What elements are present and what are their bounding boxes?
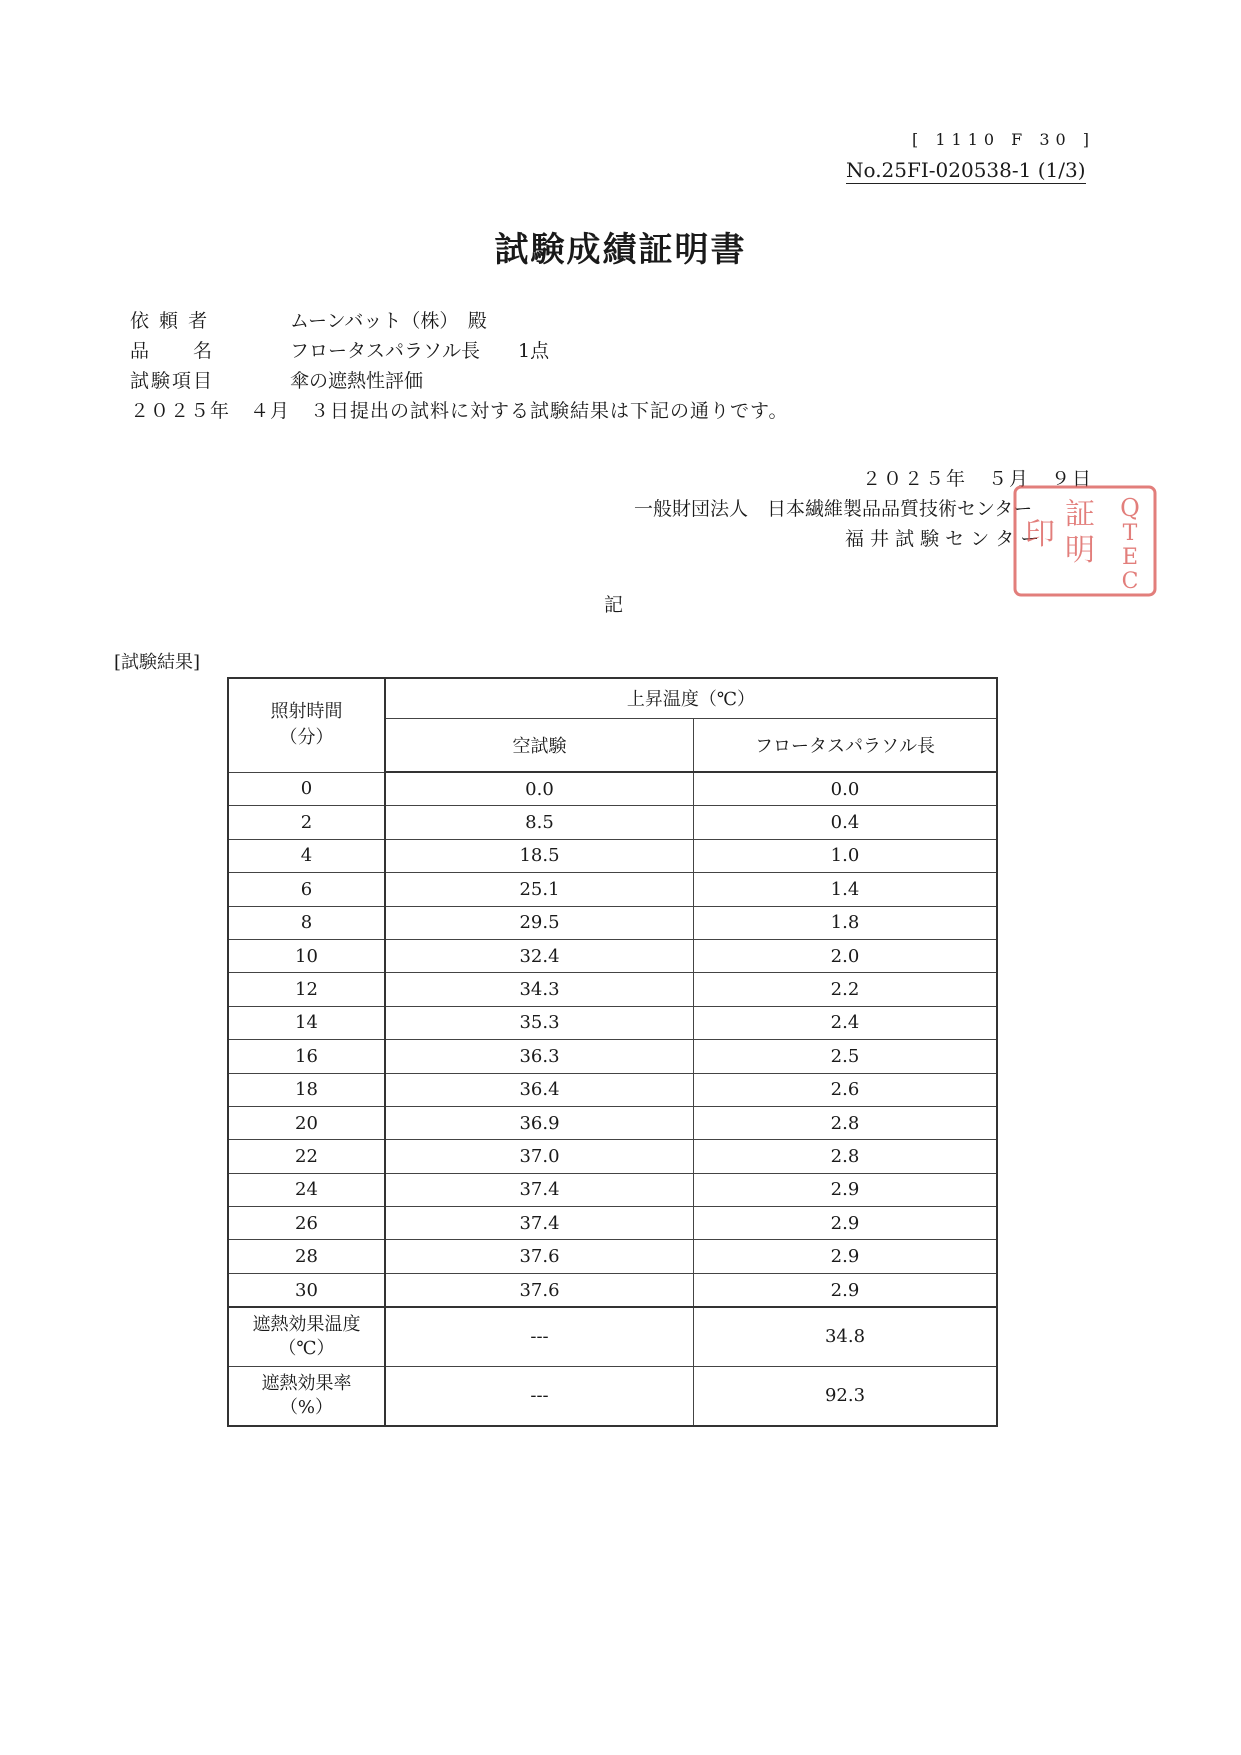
summary-label-text: 遮熱効果率 <box>261 1373 352 1395</box>
summary-row <box>228 1307 997 1367</box>
summary-label <box>228 1307 385 1367</box>
svg-text:C: C <box>1121 569 1139 594</box>
time-cell: 10 <box>228 939 385 972</box>
ki-mark: 記 <box>604 594 624 616</box>
parasol-header: フロータスパラソル長 <box>694 718 998 772</box>
temperature-rise-header: 上昇温度（℃） <box>385 678 997 718</box>
time-cell: 30 <box>228 1273 385 1307</box>
parasol-cell: 2.2 <box>694 973 998 1006</box>
blank-test-cell: 36.4 <box>385 1073 694 1106</box>
blank-test-cell: 36.9 <box>385 1106 694 1139</box>
svg-text:明: 明 <box>1065 533 1095 568</box>
blank-test-cell: 37.6 <box>385 1240 694 1273</box>
issuer-branch: 福 井 試 験 セ ン タ ー <box>845 528 1040 550</box>
parasol-cell: 2.9 <box>694 1173 998 1206</box>
time-cell: 22 <box>228 1140 385 1173</box>
summary-row <box>228 1367 997 1427</box>
blank-test-header: 空試験 <box>385 718 694 772</box>
time-header-unit: （分） <box>279 727 334 749</box>
summary-blank: --- <box>385 1307 694 1367</box>
blank-test-cell: 37.0 <box>385 1140 694 1173</box>
table-row <box>228 839 997 872</box>
table-row <box>228 1106 997 1139</box>
table-row <box>228 1040 997 1073</box>
time-cell: 4 <box>228 839 385 872</box>
blank-test-cell: 32.4 <box>385 939 694 972</box>
time-cell: 20 <box>228 1106 385 1139</box>
parasol-cell: 2.9 <box>694 1273 998 1307</box>
blank-test-cell: 37.4 <box>385 1207 694 1240</box>
blank-test-cell: 36.3 <box>385 1040 694 1073</box>
time-cell: 2 <box>228 806 385 839</box>
blank-test-cell: 0.0 <box>385 772 694 806</box>
blank-test-cell: 37.4 <box>385 1173 694 1206</box>
parasol-cell: 0.0 <box>694 772 998 806</box>
parasol-cell: 0.4 <box>694 806 998 839</box>
table-row <box>228 1006 997 1039</box>
summary-label-unit: （%） <box>279 1397 334 1419</box>
table-row <box>228 772 997 806</box>
summary-blank: --- <box>385 1367 694 1427</box>
time-header <box>228 678 385 772</box>
time-cell: 0 <box>228 772 385 806</box>
blank-test-cell: 25.1 <box>385 873 694 906</box>
svg-text:証: 証 <box>1065 497 1095 532</box>
issue-date: ２０２５年 ５月 ９日 <box>862 468 1094 490</box>
table-row <box>228 873 997 906</box>
time-cell: 14 <box>228 1006 385 1039</box>
document-title: 試験成績証明書 <box>494 230 747 270</box>
table-row <box>228 806 997 839</box>
summary-value: 92.3 <box>694 1367 998 1427</box>
product-label: 品 名 <box>130 340 215 362</box>
test-item-label: 試験項目 <box>130 370 215 392</box>
table-row <box>228 1173 997 1206</box>
blank-test-cell: 18.5 <box>385 839 694 872</box>
table-row <box>228 1140 997 1173</box>
document-number: No.25FI-020538-1 (1/3) <box>846 158 1086 182</box>
table-row <box>228 1273 997 1307</box>
summary-label-text: 遮熱効果温度 <box>252 1314 361 1336</box>
product-value: フロータスパラソル長 1点 <box>290 340 550 362</box>
summary-label <box>228 1367 385 1427</box>
results-table <box>227 677 998 1427</box>
time-cell: 12 <box>228 973 385 1006</box>
section-label: [試験結果] <box>114 652 201 673</box>
table-row <box>228 939 997 972</box>
issuer-org: 一般財団法人 日本繊維製品品質技術センター <box>634 498 1033 520</box>
time-header-label: 照射時間 <box>270 701 343 723</box>
table-row <box>228 1240 997 1273</box>
blank-test-cell: 35.3 <box>385 1006 694 1039</box>
test-item-value: 傘の遮熱性評価 <box>290 370 424 392</box>
parasol-cell: 2.9 <box>694 1240 998 1273</box>
time-cell: 16 <box>228 1040 385 1073</box>
summary-value: 34.8 <box>694 1307 998 1367</box>
parasol-cell: 1.8 <box>694 906 998 939</box>
time-cell: 18 <box>228 1073 385 1106</box>
table-row <box>228 906 997 939</box>
table-row <box>228 973 997 1006</box>
parasol-cell: 2.5 <box>694 1040 998 1073</box>
summary-label-unit: （℃） <box>278 1338 335 1360</box>
svg-text:印: 印 <box>1025 517 1055 552</box>
parasol-cell: 2.8 <box>694 1140 998 1173</box>
time-cell: 6 <box>228 873 385 906</box>
time-cell: 24 <box>228 1173 385 1206</box>
svg-text:T: T <box>1122 521 1138 546</box>
blank-test-cell: 29.5 <box>385 906 694 939</box>
parasol-cell: 2.9 <box>694 1207 998 1240</box>
statement: ２０２５年 ４月 ３日提出の試料に対する試験結果は下記の通りです。 <box>130 400 789 422</box>
table-row <box>228 1207 997 1240</box>
parasol-cell: 1.0 <box>694 839 998 872</box>
blank-test-cell: 8.5 <box>385 806 694 839</box>
parasol-cell: 1.4 <box>694 873 998 906</box>
requester-value: ムーンバット（株） 殿 <box>290 310 487 332</box>
blank-test-cell: 37.6 <box>385 1273 694 1307</box>
blank-test-cell: 34.3 <box>385 973 694 1006</box>
parasol-cell: 2.4 <box>694 1006 998 1039</box>
parasol-cell: 2.0 <box>694 939 998 972</box>
parasol-cell: 2.8 <box>694 1106 998 1139</box>
requester-label: 依 頼 者 <box>130 310 210 332</box>
table-row <box>228 1073 997 1106</box>
time-cell: 28 <box>228 1240 385 1273</box>
time-cell: 8 <box>228 906 385 939</box>
time-cell: 26 <box>228 1207 385 1240</box>
svg-text:E: E <box>1121 545 1139 570</box>
seal-stamp <box>1012 484 1158 598</box>
form-code: [ 1110 F 30 ] <box>912 130 1096 149</box>
svg-text:Q: Q <box>1120 494 1140 522</box>
parasol-cell: 2.6 <box>694 1073 998 1106</box>
